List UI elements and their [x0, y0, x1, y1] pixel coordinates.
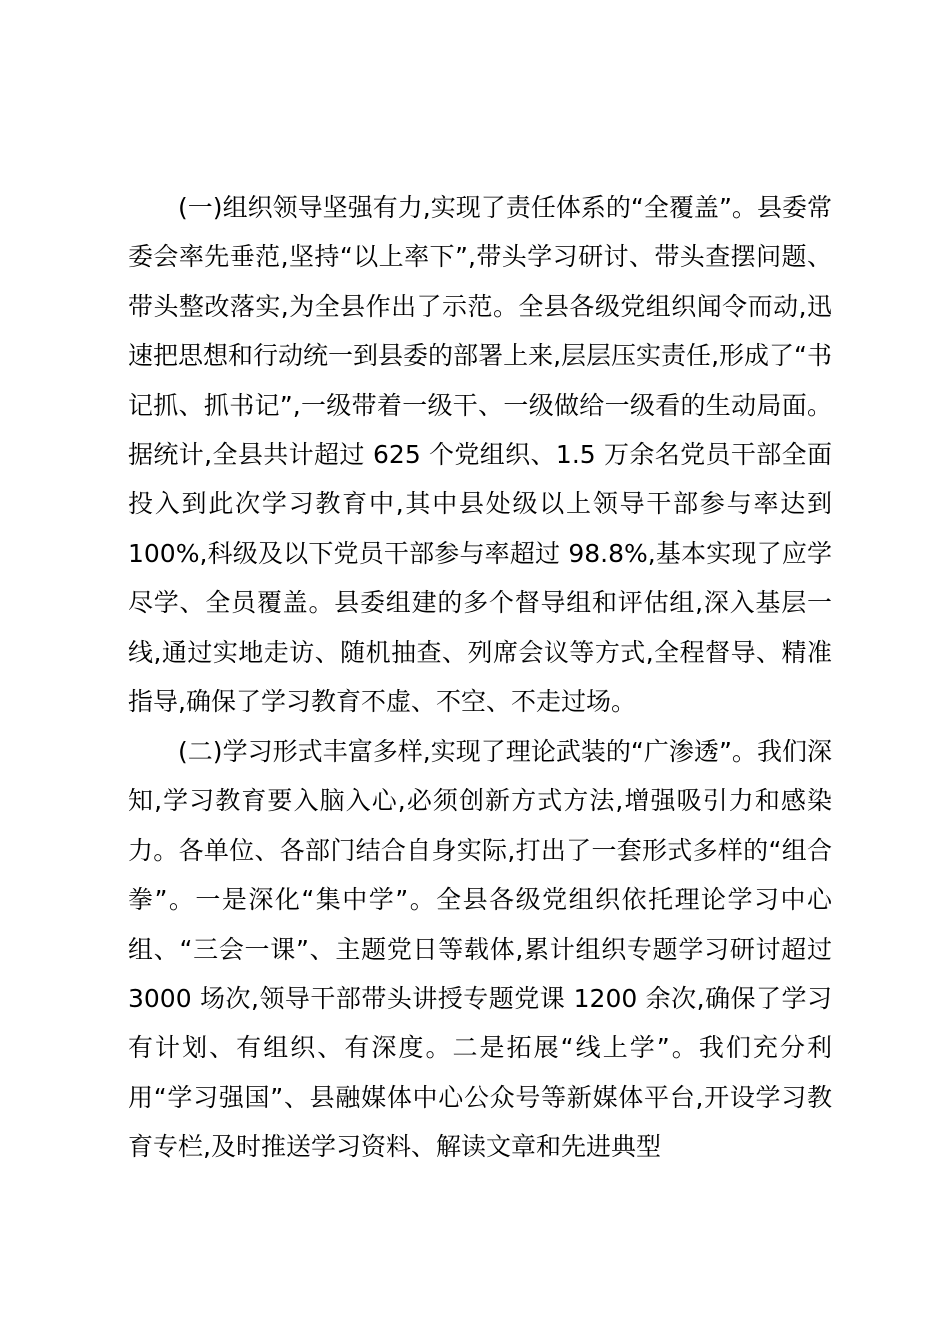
body-paragraph	[128, 183, 832, 726]
paragraph-text: (一)组织领导坚强有力,实现了责任体系的“全覆盖”。县委常委会率先垂范,坚持“以上率下”,带头学习研讨、带头查摆问题、带头整改落实,为全县作出了示范。全县各级党组织闻令而动,迅速把思想和行动统一到县委的部署上来,层层压实责任,形成了“书记抓、抓书记”,一级带着一级干、一级做给一级看的生动局面。据统计,全县共计超过 625 个党组织、1.5 万余名党员干部全面投入到此次学习教育中,其中县处级以上领导干部参与率达到 100%,科级及以下党员干部参与率超过 98.8%,基本实现了应学尽学、全员覆盖。县委组建的多个督导组和评估组,深入基层一线,通过实地走访、随机抽查、列席会议等方式,全程督导、精准指导,确保了学习教育不虚、不空、不走过场。	[128, 193, 832, 717]
body-paragraph	[128, 727, 832, 1172]
paragraph-text: (二)学习形式丰富多样,实现了理论武装的“广渗透”。我们深知,学习教育要入脑入心,必须创新方式方法,增强吸引力和感染力。各单位、各部门结合自身实际,打出了一套形式多样的“组合拳”。一是深化“集中学”。全县各级党组织依托理论学习中心组、“三会一课”、主题党日等载体,累计组织专题学习研讨超过 3000 场次,领导干部带头讲授专题党课 1200 余次,确保了学习有计划、有组织、有深度。二是拓展“线上学”。我们充分利用“学习强国”、县融媒体中心公众号等新媒体平台,开设学习教育专栏,及时推送学习资料、解读文章和先进典型	[128, 737, 832, 1162]
